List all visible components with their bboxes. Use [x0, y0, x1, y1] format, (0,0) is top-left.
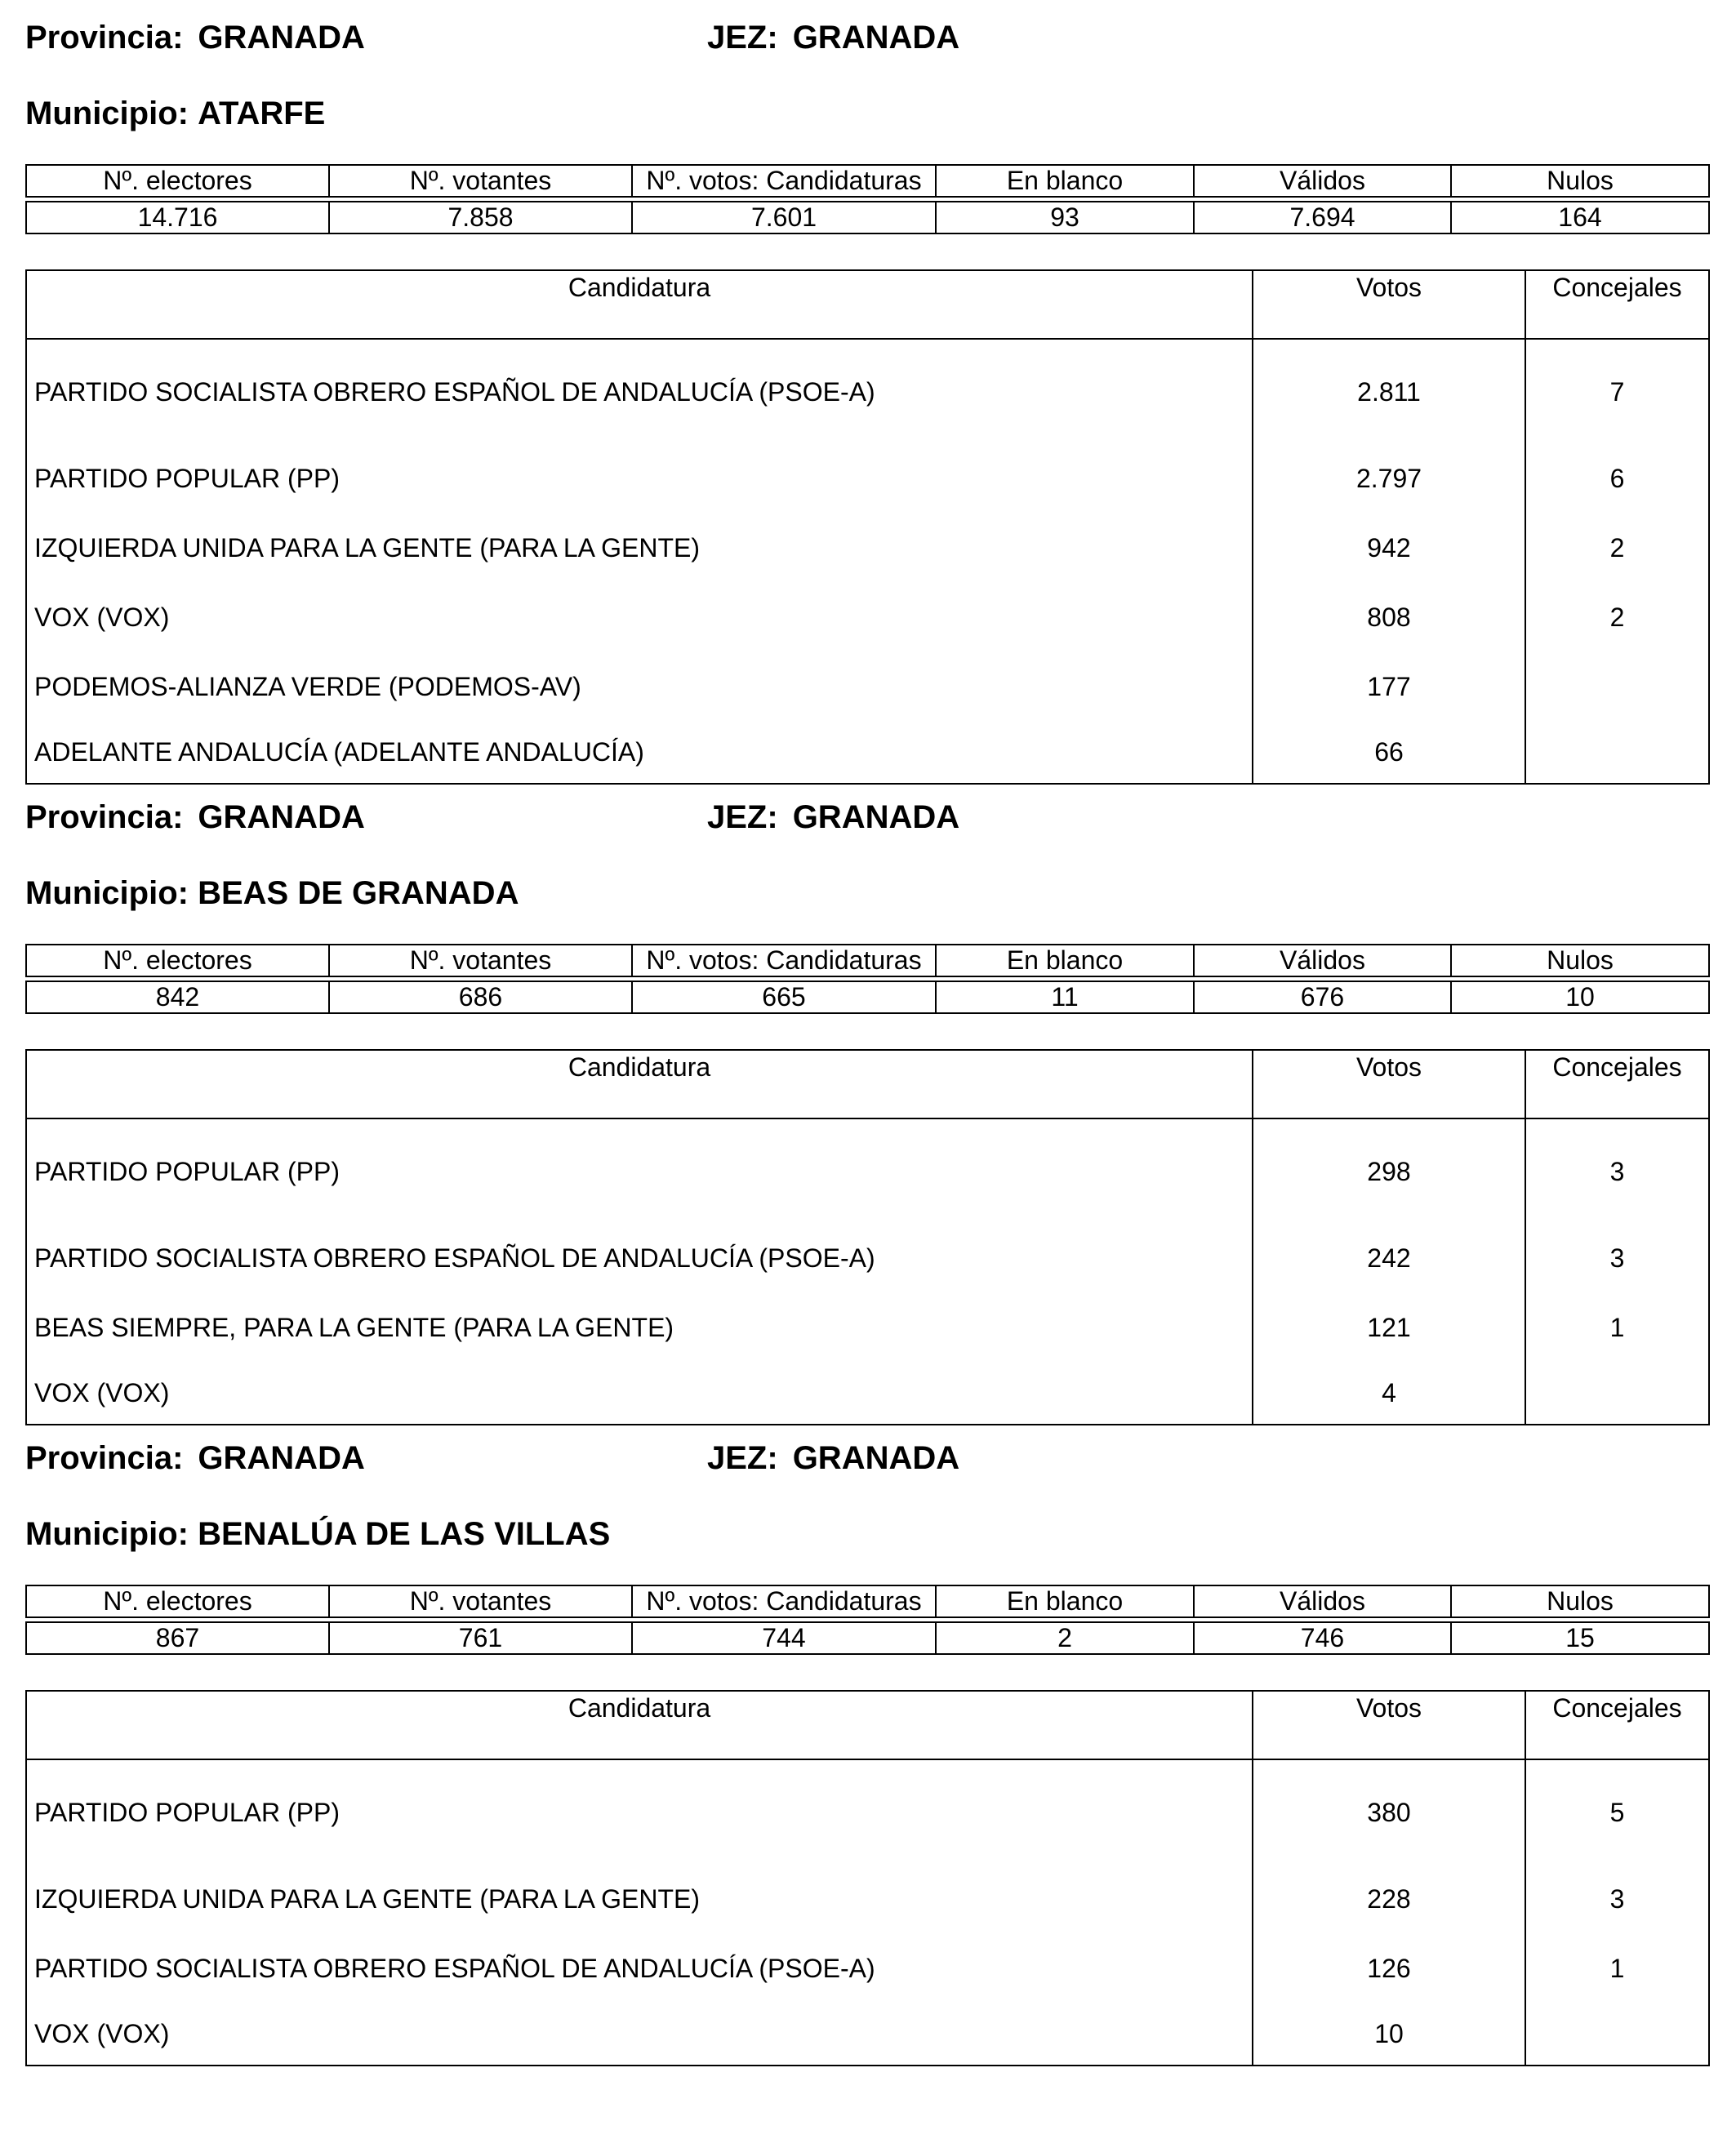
provincia-label: Provincia: — [25, 799, 184, 835]
stats-header-cell: Nº. votos: Candidaturas — [632, 945, 936, 976]
candidates-table — [25, 1690, 1710, 2066]
stats-header-row — [26, 165, 1709, 197]
candidate-row — [26, 1363, 1709, 1425]
candidate-votes: 228 — [1253, 1865, 1525, 1934]
stats-value-cell: 14.716 — [26, 202, 329, 233]
candidate-seats: 5 — [1525, 1759, 1709, 1865]
jez-header — [707, 18, 959, 57]
candidates-table — [25, 269, 1710, 785]
stats-value-cell: 676 — [1194, 981, 1451, 1013]
stats-header-cell: Válidos — [1194, 945, 1451, 976]
provincia-label: Provincia: — [25, 1440, 184, 1476]
stats-header-cell: En blanco — [936, 1585, 1194, 1617]
municipio-header — [25, 94, 325, 133]
candidate-votes: 126 — [1253, 1934, 1525, 2003]
candidate-row — [26, 1118, 1709, 1224]
stats-header-cell: Nº. votantes — [329, 165, 632, 197]
provincia-header — [25, 18, 365, 57]
stats-header-cell: En blanco — [936, 945, 1194, 976]
jez-value: GRANADA — [792, 1440, 960, 1476]
stats-value-cell: 2 — [936, 1622, 1194, 1654]
provincia-header — [25, 1439, 365, 1478]
candidate-votes: 380 — [1253, 1759, 1525, 1865]
candidate-name: PARTIDO SOCIALISTA OBRERO ESPAÑOL DE ANDALUCÍA (PSOE-A) — [26, 1224, 1253, 1293]
candidate-row — [26, 652, 1709, 722]
candidate-votes: 4 — [1253, 1363, 1525, 1425]
candidate-row — [26, 444, 1709, 514]
stats-value-cell: 93 — [936, 202, 1194, 233]
candidate-votes: 121 — [1253, 1293, 1525, 1363]
candidate-name: PARTIDO POPULAR (PP) — [26, 1118, 1253, 1224]
stats-header-cell: Válidos — [1194, 1585, 1451, 1617]
candidate-name: VOX (VOX) — [26, 2003, 1253, 2066]
candidatura-header: Candidatura — [26, 1050, 1253, 1118]
candidate-row — [26, 1293, 1709, 1363]
stats-value-cell: 686 — [329, 981, 632, 1013]
candidates-header-row — [26, 270, 1709, 339]
candidate-row — [26, 339, 1709, 444]
provincia-value: GRANADA — [198, 20, 365, 56]
stats-value-cell: 7.858 — [329, 202, 632, 233]
stats-value-cell: 744 — [632, 1622, 936, 1654]
stats-value-cell: 842 — [26, 981, 329, 1013]
candidate-votes: 2.797 — [1253, 444, 1525, 514]
candidate-seats: 3 — [1525, 1865, 1709, 1934]
municipio-label: Municipio: — [25, 875, 189, 911]
concejales-header: Concejales — [1525, 270, 1709, 339]
stats-value-cell: 7.694 — [1194, 202, 1451, 233]
candidate-seats: 2 — [1525, 514, 1709, 583]
jez-value: GRANADA — [792, 799, 960, 835]
candidate-votes: 808 — [1253, 583, 1525, 652]
candidate-votes: 177 — [1253, 652, 1525, 722]
stats-header-cell: Nº. votantes — [329, 945, 632, 976]
candidate-name: IZQUIERDA UNIDA PARA LA GENTE (PARA LA GENTE) — [26, 514, 1253, 583]
votos-header: Votos — [1253, 1691, 1525, 1759]
stats-header-cell: Nº. electores — [26, 165, 329, 197]
stats-header-cell: Válidos — [1194, 165, 1451, 197]
candidate-name: PARTIDO POPULAR (PP) — [26, 1759, 1253, 1865]
jez-value: GRANADA — [792, 20, 960, 56]
candidate-votes: 66 — [1253, 722, 1525, 784]
candidate-seats: 3 — [1525, 1118, 1709, 1224]
stats-header-cell: En blanco — [936, 165, 1194, 197]
candidate-name: PARTIDO SOCIALISTA OBRERO ESPAÑOL DE ANDALUCÍA (PSOE-A) — [26, 1934, 1253, 2003]
votos-header: Votos — [1253, 1050, 1525, 1118]
candidate-row — [26, 2003, 1709, 2066]
stats-table — [25, 164, 1710, 234]
municipio-value: ATARFE — [198, 96, 326, 131]
candidate-seats: 1 — [1525, 1934, 1709, 2003]
stats-value-cell: 10 — [1451, 981, 1709, 1013]
stats-header-cell: Nº. votos: Candidaturas — [632, 165, 936, 197]
candidate-row — [26, 514, 1709, 583]
stats-value-cell: 746 — [1194, 1622, 1451, 1654]
jez-label: JEZ: — [707, 799, 778, 835]
candidate-row — [26, 583, 1709, 652]
stats-header-cell: Nº. electores — [26, 945, 329, 976]
candidates-table — [25, 1049, 1710, 1425]
concejales-header: Concejales — [1525, 1691, 1709, 1759]
stats-header-cell: Nulos — [1451, 1585, 1709, 1617]
candidate-name: PARTIDO SOCIALISTA OBRERO ESPAÑOL DE ANDALUCÍA (PSOE-A) — [26, 339, 1253, 444]
municipality-section — [0, 780, 1736, 1433]
candidate-name: VOX (VOX) — [26, 583, 1253, 652]
candidate-name: BEAS SIEMPRE, PARA LA GENTE (PARA LA GENTE) — [26, 1293, 1253, 1363]
candidate-row — [26, 1865, 1709, 1934]
stats-value-row — [26, 981, 1709, 1013]
jez-header — [707, 798, 959, 837]
candidate-row — [26, 1934, 1709, 2003]
stats-value-row — [26, 202, 1709, 233]
candidates-header-row — [26, 1050, 1709, 1118]
candidate-votes: 298 — [1253, 1118, 1525, 1224]
candidate-seats — [1525, 652, 1709, 722]
concejales-header: Concejales — [1525, 1050, 1709, 1118]
municipality-section — [0, 1421, 1736, 2074]
candidate-seats: 1 — [1525, 1293, 1709, 1363]
stats-header-cell: Nº. electores — [26, 1585, 329, 1617]
candidate-seats: 2 — [1525, 583, 1709, 652]
municipio-header — [25, 874, 519, 913]
stats-header-cell: Nº. votos: Candidaturas — [632, 1585, 936, 1617]
stats-header-cell: Nº. votantes — [329, 1585, 632, 1617]
stats-table — [25, 1585, 1710, 1655]
stats-header-cell: Nulos — [1451, 945, 1709, 976]
candidate-seats: 7 — [1525, 339, 1709, 444]
municipio-value: BENALÚA DE LAS VILLAS — [198, 1516, 611, 1552]
stats-header-row — [26, 945, 1709, 976]
candidate-seats: 6 — [1525, 444, 1709, 514]
provincia-label: Provincia: — [25, 20, 184, 56]
candidate-votes: 10 — [1253, 2003, 1525, 2066]
candidate-name: VOX (VOX) — [26, 1363, 1253, 1425]
stats-value-cell: 867 — [26, 1622, 329, 1654]
stats-value-cell: 11 — [936, 981, 1194, 1013]
candidate-votes: 2.811 — [1253, 339, 1525, 444]
candidate-votes: 242 — [1253, 1224, 1525, 1293]
candidate-name: PODEMOS-ALIANZA VERDE (PODEMOS-AV) — [26, 652, 1253, 722]
candidate-seats: 3 — [1525, 1224, 1709, 1293]
candidate-seats — [1525, 2003, 1709, 2066]
candidate-seats — [1525, 722, 1709, 784]
candidate-row — [26, 1759, 1709, 1865]
municipio-label: Municipio: — [25, 1516, 189, 1552]
stats-value-cell: 665 — [632, 981, 936, 1013]
jez-header — [707, 1439, 959, 1478]
candidate-row — [26, 722, 1709, 784]
candidatura-header: Candidatura — [26, 270, 1253, 339]
stats-table — [25, 944, 1710, 1014]
votos-header: Votos — [1253, 270, 1525, 339]
candidate-name: ADELANTE ANDALUCÍA (ADELANTE ANDALUCÍA) — [26, 722, 1253, 784]
candidate-votes: 942 — [1253, 514, 1525, 583]
candidate-seats — [1525, 1363, 1709, 1425]
stats-value-cell: 7.601 — [632, 202, 936, 233]
provincia-value: GRANADA — [198, 799, 365, 835]
provincia-value: GRANADA — [198, 1440, 365, 1476]
municipality-section — [0, 0, 1736, 767]
municipio-label: Municipio: — [25, 96, 189, 131]
stats-value-cell: 164 — [1451, 202, 1709, 233]
candidate-name: IZQUIERDA UNIDA PARA LA GENTE (PARA LA GENTE) — [26, 1865, 1253, 1934]
candidates-header-row — [26, 1691, 1709, 1759]
jez-label: JEZ: — [707, 1440, 778, 1476]
stats-header-row — [26, 1585, 1709, 1617]
candidatura-header: Candidatura — [26, 1691, 1253, 1759]
stats-value-row — [26, 1622, 1709, 1654]
candidate-name: PARTIDO POPULAR (PP) — [26, 444, 1253, 514]
candidate-row — [26, 1224, 1709, 1293]
stats-value-cell: 15 — [1451, 1622, 1709, 1654]
stats-header-cell: Nulos — [1451, 165, 1709, 197]
municipio-header — [25, 1514, 610, 1554]
stats-value-cell: 761 — [329, 1622, 632, 1654]
municipio-value: BEAS DE GRANADA — [198, 875, 519, 911]
provincia-header — [25, 798, 365, 837]
jez-label: JEZ: — [707, 20, 778, 56]
